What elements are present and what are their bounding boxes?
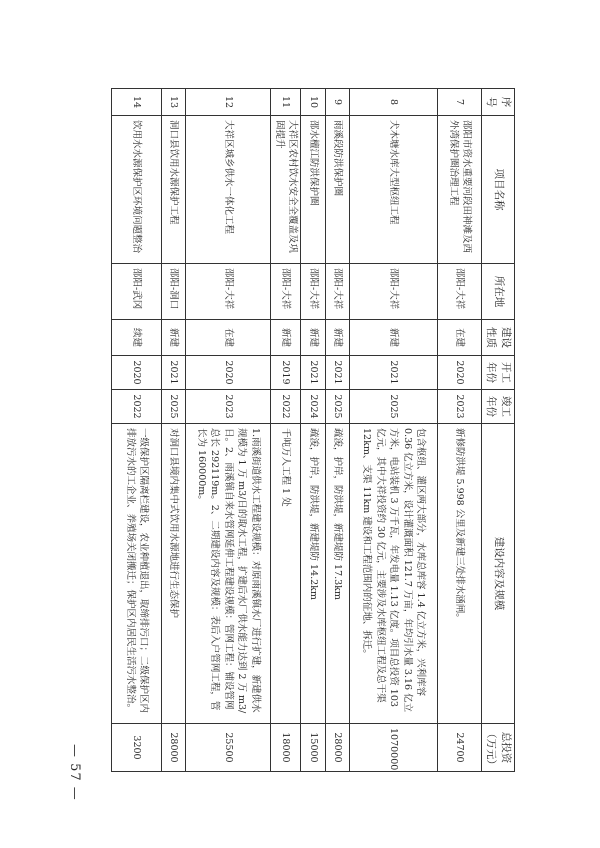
end-year: 2023 [438, 390, 482, 424]
build-nature: 新建 [271, 320, 301, 356]
location: 邵阳-大祥 [326, 264, 350, 320]
build-content: 疏浚，护岸，防洪堤，新建堤防 17.3km [326, 424, 350, 724]
start-year: 2021 [301, 356, 326, 390]
col-header-start-year: 开工年份 [482, 356, 515, 390]
start-year: 2020 [186, 356, 271, 390]
row-index: 14 [112, 89, 162, 116]
row-index: 10 [301, 89, 326, 116]
project-name: 洞口县饮用水源保护工程 [162, 116, 186, 264]
build-nature: 新建 [162, 320, 186, 356]
table-row [271, 89, 301, 772]
table-row [438, 89, 482, 772]
build-nature: 在建 [438, 320, 482, 356]
row-index: 11 [271, 89, 301, 116]
build-content: 一级保护区隔离栏建设，农业种植退出，取缔排污口；二级保护区内排放污水的工企业、养殖场关闭搬迁；保护区内居民生活污水整治。 [112, 424, 162, 724]
build-content: 1.雨溪街道供水工程建设规模：对原雨溪镇水厂进行扩建，新建供水规模为 1 万 m3/日的取水工程，扩建后水厂供水能力达到 2 万 m3/日。2、雨溪镇自来水管网延伸工程建设规模：管网工程：铺设管网总长 292119m。2、二期建设内容及规模：表后入户管网工程，管长为 160000m。 [186, 424, 271, 724]
end-year: 2022 [112, 390, 162, 424]
end-year: 2023 [186, 390, 271, 424]
table-row [301, 89, 326, 772]
total-investment: 24700 [438, 724, 482, 772]
table-row [162, 89, 186, 772]
location: 邵阳-武冈 [112, 264, 162, 320]
end-year: 2025 [162, 390, 186, 424]
total-investment: 28000 [326, 724, 350, 772]
start-year: 2021 [162, 356, 186, 390]
total-investment: 3200 [112, 724, 162, 772]
build-content: 对洞口县境内集中式饮用水源地进行生态保护 [162, 424, 186, 724]
total-investment: 28000 [162, 724, 186, 772]
location: 邵阳-大祥 [438, 264, 482, 320]
build-content: 新修防洪堤 5.998 公里及新建三处排水涵闸。 [438, 424, 482, 724]
row-index: 8 [350, 89, 438, 116]
row-index: 13 [162, 89, 186, 116]
row-index: 7 [438, 89, 482, 116]
table-header-row [482, 89, 515, 772]
location: 邵阳-大祥 [271, 264, 301, 320]
total-investment: 1070000 [350, 724, 438, 772]
project-name: 邵阳市资水重要河段田神滩及西外湾保护圈治理工程 [438, 116, 482, 264]
col-header-name: 项目名称 [482, 116, 515, 264]
build-content: 疏浚，护岸，防洪堤，新建堤防 14.2km [301, 424, 326, 724]
project-table [111, 88, 515, 772]
project-name: 大祥区农村饮水安全全覆盖及巩固提升 [271, 116, 301, 264]
total-investment: 18000 [271, 724, 301, 772]
build-nature: 新建 [301, 320, 326, 356]
project-name: 大祥区城乡供水一体化工程 [186, 116, 271, 264]
col-header-location: 所在地 [482, 264, 515, 320]
start-year: 2021 [350, 356, 438, 390]
project-name: 饮用水水源保护区环境问题整治 [112, 116, 162, 264]
start-year: 2020 [112, 356, 162, 390]
build-nature: 在建 [186, 320, 271, 356]
table-row [186, 89, 271, 772]
total-investment: 15000 [301, 724, 326, 772]
project-name: 犬木塘水库大型枢纽工程 [350, 116, 438, 264]
total-investment: 25500 [186, 724, 271, 772]
col-header-content: 建设内容及规模 [482, 424, 515, 724]
project-name: 雨溪段防洪保护圈 [326, 116, 350, 264]
start-year: 2021 [326, 356, 350, 390]
table-body [112, 89, 482, 772]
end-year: 2022 [271, 390, 301, 424]
row-index: 9 [326, 89, 350, 116]
build-nature: 新建 [350, 320, 438, 356]
build-nature: 新建 [326, 320, 350, 356]
build-nature: 续建 [112, 320, 162, 356]
location: 邵阳-大祥 [350, 264, 438, 320]
start-year: 2019 [271, 356, 301, 390]
start-year: 2020 [438, 356, 482, 390]
table-row [326, 89, 350, 772]
build-content: 千吨万人工程 1 处 [271, 424, 301, 724]
page-number: — 57 — [67, 744, 82, 801]
col-header-index: 序号 [482, 89, 515, 116]
col-header-investment: 总投资（万元） [482, 724, 515, 772]
table-row [350, 89, 438, 772]
end-year: 2024 [301, 390, 326, 424]
row-index: 12 [186, 89, 271, 116]
end-year: 2025 [350, 390, 438, 424]
location: 邵阳-大祥 [301, 264, 326, 320]
location: 邵阳-大祥 [186, 264, 271, 320]
table-row [112, 89, 162, 772]
project-name: 邵水檀江防洪保护圈 [301, 116, 326, 264]
col-header-end-year: 竣工年份 [482, 390, 515, 424]
col-header-nature: 建设性质 [482, 320, 515, 356]
build-content: 包含枢纽、灌区两大部分，水库总库容 1.4 亿立方米，兴利库容 0.36 亿立方米，设计灌溉面积 121.7 万亩，年均引水量 3.16 亿立方米，电站装机 3 万千瓦，年发电量 1.13 亿度。项目总投资 103 亿元，其中大祥投资约 30 亿元，主要涉及水库枢纽工程及总干渠 12km、支渠 11km 建设和工程范围内的征地、拆迁。 [350, 424, 438, 724]
location: 邵阳-洞口 [162, 264, 186, 320]
end-year: 2025 [326, 390, 350, 424]
